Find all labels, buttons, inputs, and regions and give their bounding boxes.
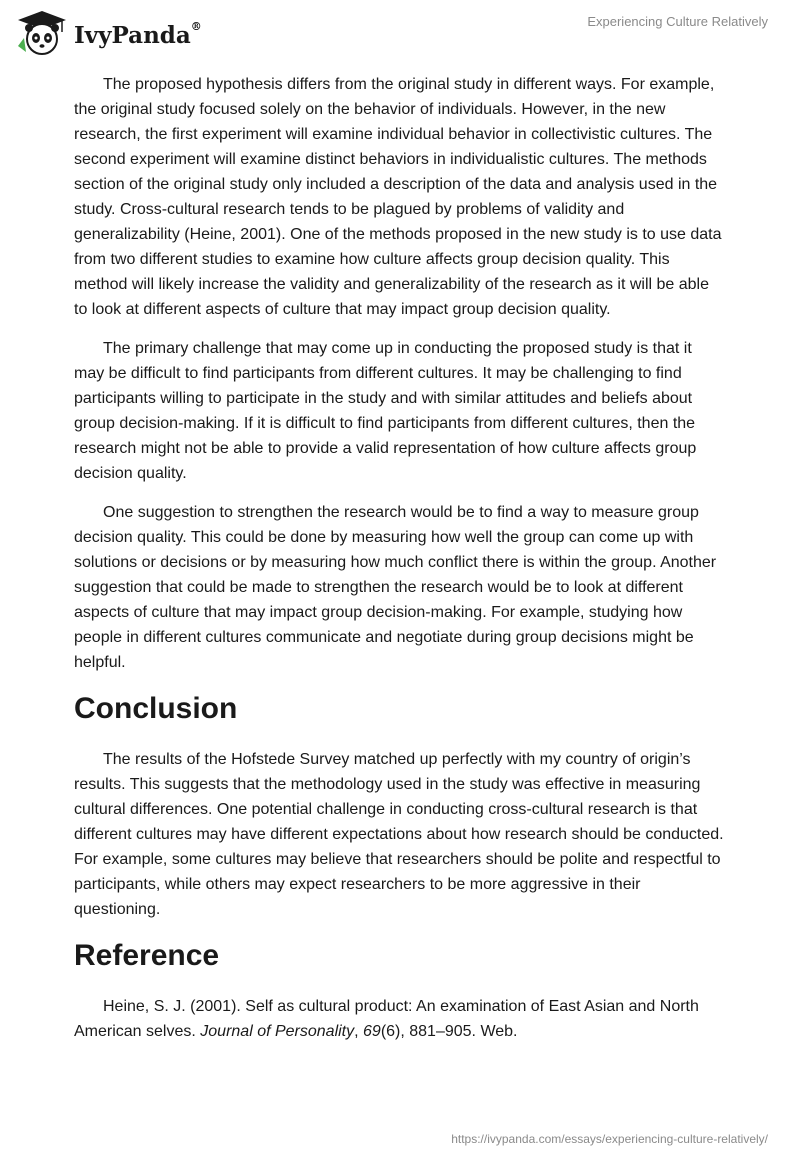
paragraph: The proposed hypothesis differs from the original study in different ways. For example, the original study focused solely on the behavior of individuals. However, in the new research, the first experiment will examine individual behavior in collectivistic cultures. The second experiment will examine distinct behaviors in individualistic cultures. The methods section of the original study only included a description of the data and analysis used in the study. Cross-cultural research tends to be plagued by problems of validity and generalizability (Heine, 2001). One of the methods proposed in the new study is to use data from two different studies to examine how culture affects group decision quality. This method will likely increase the validity and generalizability of the research as it will be able to look at different aspects of culture that may impact group decision quality.: [74, 76, 722, 318]
page-header: [0, 0, 800, 62]
section-heading-reference: Reference: [74, 939, 220, 972]
panda-logo-icon: [14, 8, 70, 58]
journal-volume: 69: [363, 1023, 381, 1040]
section-heading-conclusion: Conclusion: [74, 692, 238, 725]
source-url[interactable]: https://ivypanda.com/essays/experiencing-culture-relatively/: [451, 1132, 768, 1146]
document-title: Experiencing Culture Relatively: [587, 14, 768, 29]
paragraph: The results of the Hofstede Survey matched up perfectly with my country of origin’s results. This suggests that the methodology used in the study was effective in measuring cultural differences. One potential challenge in conducting cross-cultural research is that different cultures may have different expectations about how research should be conducted. For example, some cultures may believe that researchers should be polite and respectful to participants, while others may expect researchers to be more aggressive in their questioning.: [74, 751, 724, 918]
journal-title: Journal of Personality: [200, 1023, 355, 1040]
paragraph: The primary challenge that may come up in conducting the proposed study is that it may be difficult to find participants from different cultures. It may be challenging to find participants willing to participate in the study and with similar attitudes and beliefs about group decision-making. If it is difficult to find participants from different cultures, then the research might not be able to provide a valid representation of how culture affects group decision quality.: [74, 340, 697, 482]
reference-entry: Heine, S. J. (2001). Self as cultural product: An examination of East Asian and North American selves. Journal of Personality, 69(6), 881–905. Web.: [74, 998, 699, 1040]
logo[interactable]: [14, 8, 202, 58]
article-body: [74, 72, 726, 1058]
brand-name: IvyPanda®: [74, 19, 202, 49]
paragraph: One suggestion to strengthen the research would be to find a way to measure group decision quality. This could be done by measuring how well the group can come up with solutions or decisions or by measuring how much conflict there is within the group. Another suggestion that could be made to strengthen the research would be to look at different aspects of culture that may impact group decision-making. For example, studying how people in different cultures communicate and negotiate during group decisions might be helpful.: [74, 504, 717, 671]
